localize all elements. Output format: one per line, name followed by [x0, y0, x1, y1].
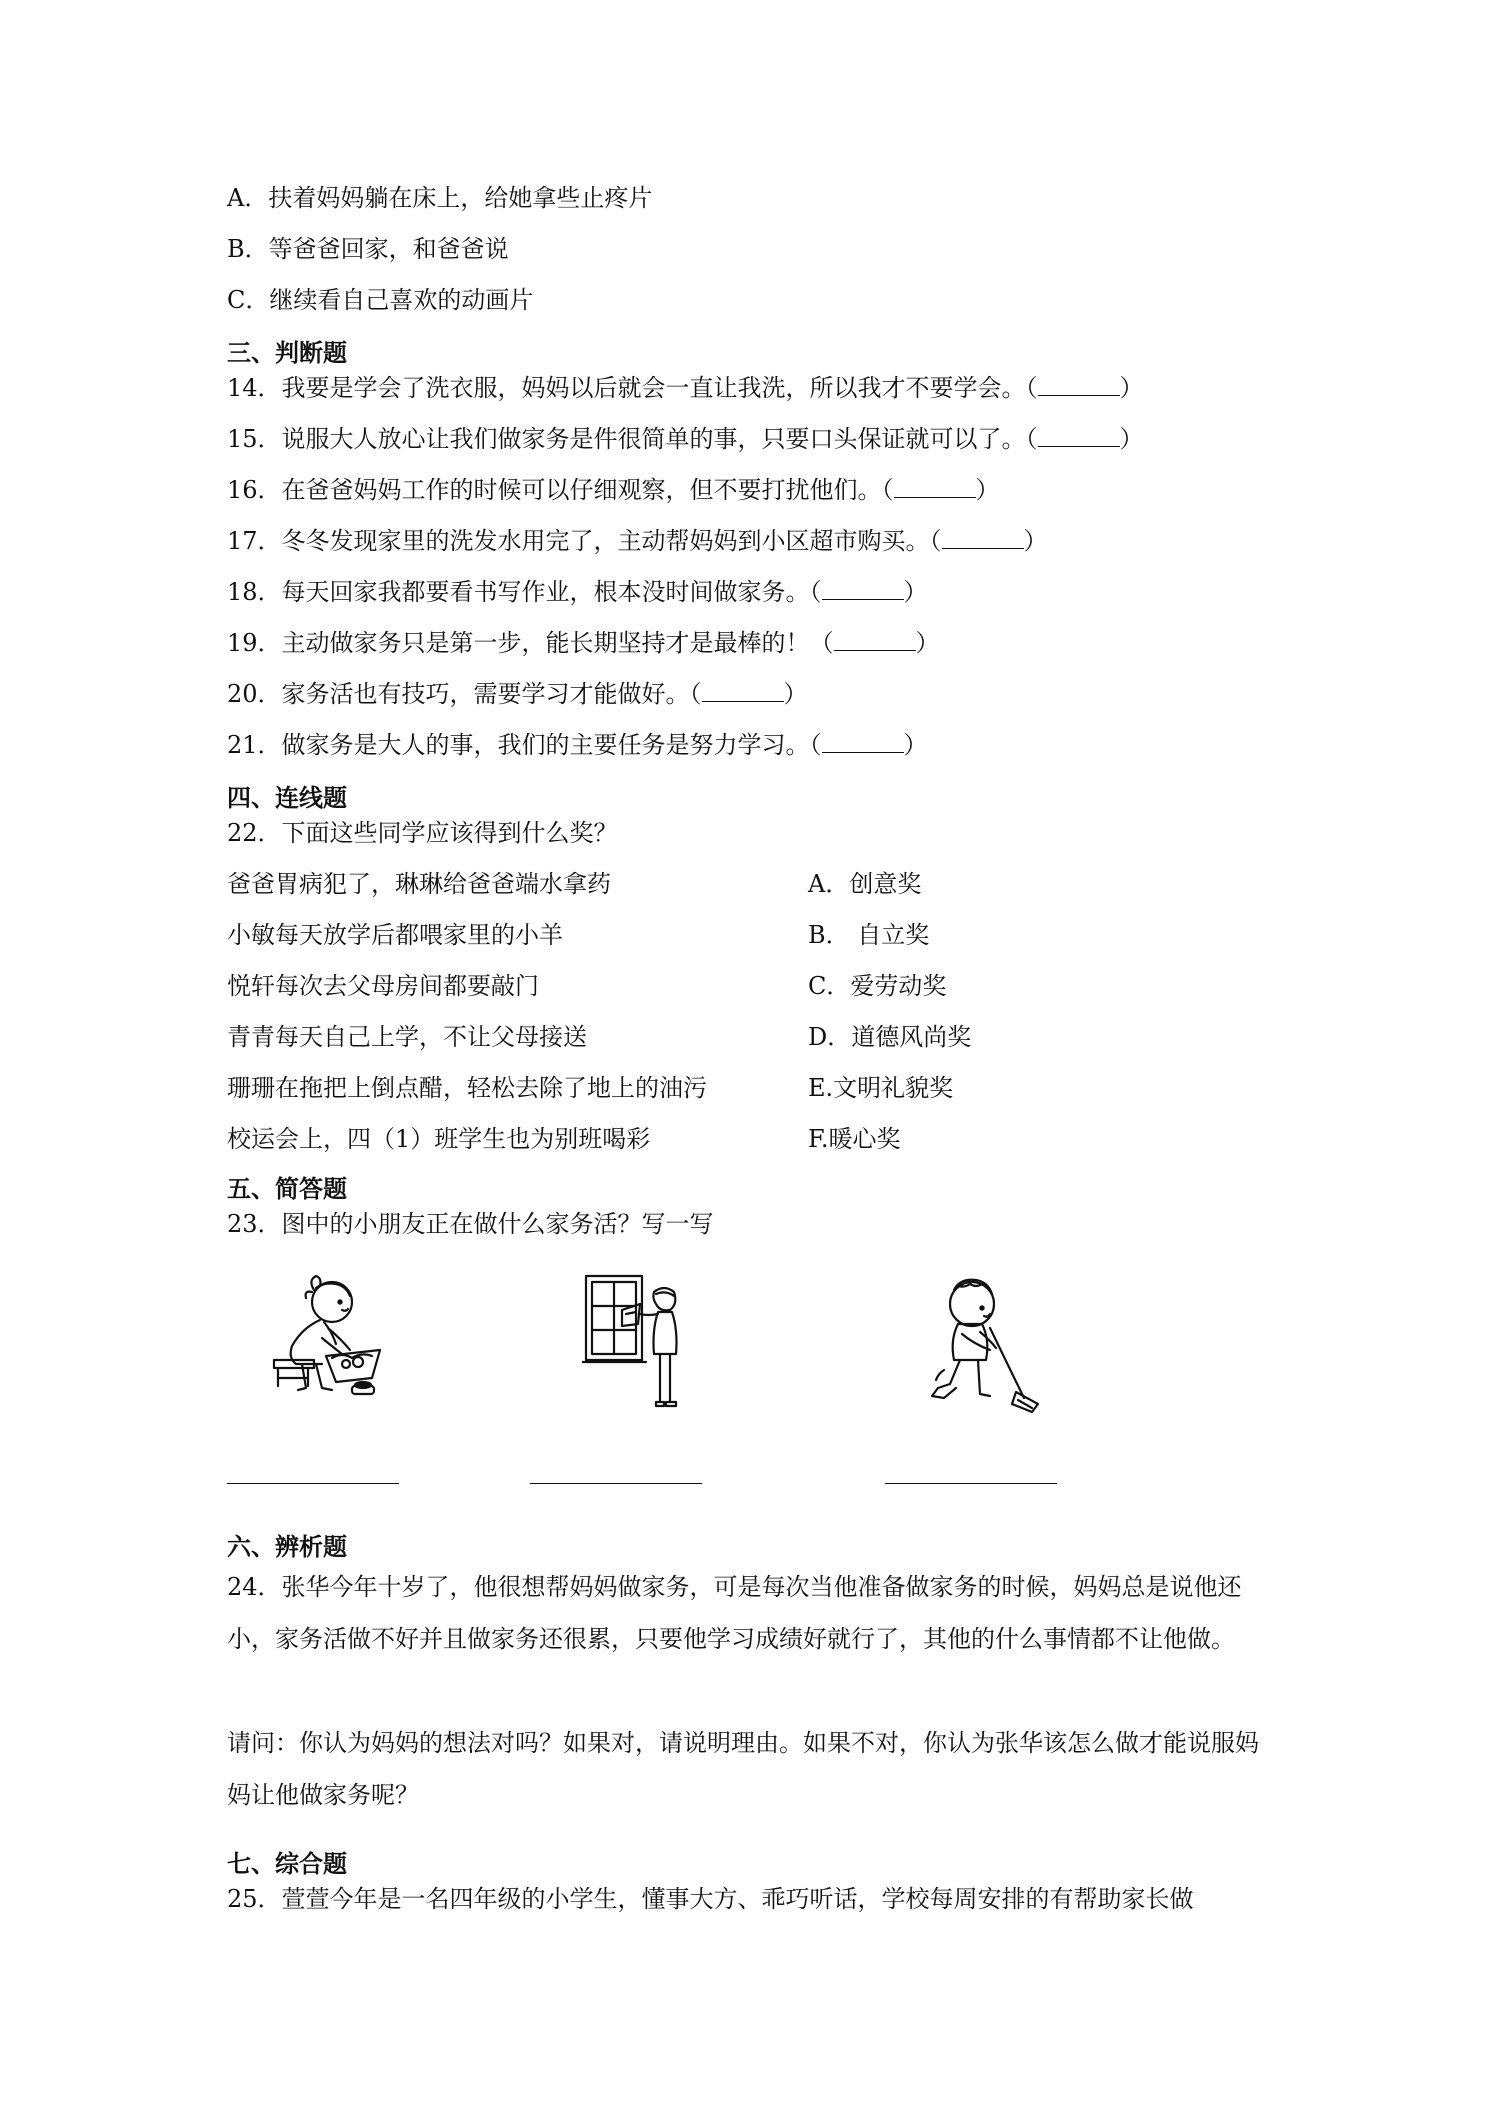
judgement-close: ） [903, 731, 928, 759]
judgement-item [227, 475, 1000, 505]
match-left-item[interactable]: 悦轩每次去父母房间都要敲门 [227, 972, 539, 1000]
judgement-item [227, 424, 1144, 454]
match-left-item[interactable]: 珊珊在拖把上倒点醋，轻松去除了地上的油污 [227, 1074, 707, 1102]
judgement-close: ） [975, 476, 1000, 504]
judgement-text: 20．家务活也有技巧，需要学习才能做好。（ [227, 680, 702, 708]
match-left-item[interactable]: 爸爸胃病犯了，琳琳给爸爸端水拿药 [227, 870, 611, 898]
judgement-text: 16．在爸爸妈妈工作的时候可以仔细观察，但不要打扰他们。（ [227, 476, 894, 504]
answer-line-3[interactable] [885, 1483, 1057, 1484]
match-right-item[interactable]: F.暖心奖 [808, 1125, 901, 1153]
answer-line-1[interactable] [227, 1483, 399, 1484]
girl-washing-clothes-illustration [262, 1268, 392, 1408]
judgement-text: 21．做家务是大人的事，我们的主要任务是努力学习。（ [227, 731, 822, 759]
answer-blank[interactable] [894, 475, 976, 498]
comprehensive-question: 25．萱萱今年是一名四年级的小学生，懂事大方、乖巧听话，学校每周安排的有帮助家长做 [227, 1885, 1194, 1913]
section-heading-comprehensive: 七、综合题 [227, 1850, 347, 1878]
boy-sweeping-illustration [920, 1270, 1050, 1420]
judgement-close: ） [915, 629, 940, 657]
answer-blank[interactable] [942, 526, 1024, 549]
option-b: B．等爸爸回家，和爸爸说 [227, 235, 509, 263]
judgement-item [227, 526, 1048, 556]
section-heading-analysis: 六、辨析题 [227, 1533, 347, 1561]
judgement-text: 18．每天回家我都要看书写作业，根本没时间做家务。（ [227, 578, 822, 606]
judgement-close: ） [1023, 527, 1048, 555]
option-a: A．扶着妈妈躺在床上，给她拿些止疼片 [227, 184, 653, 212]
match-right-item[interactable]: E.文明礼貌奖 [808, 1074, 954, 1102]
match-right-item[interactable]: B． 自立奖 [808, 921, 930, 949]
answer-blank[interactable] [1038, 373, 1120, 396]
answer-blank[interactable] [822, 577, 904, 600]
judgement-text: 15．说服大人放心让我们做家务是件很简单的事，只要口头保证就可以了。（ [227, 425, 1038, 453]
short-answer-question: 23．图中的小朋友正在做什么家务活？写一写 [227, 1210, 714, 1238]
answer-blank[interactable] [822, 730, 904, 753]
section-heading-judgement: 三、判断题 [227, 339, 347, 367]
section-heading-short-answer: 五、简答题 [227, 1175, 347, 1203]
match-right-item[interactable]: A．创意奖 [808, 870, 922, 898]
judgement-close: ） [903, 578, 928, 606]
child-cleaning-window-illustration [582, 1270, 692, 1420]
judgement-close: ） [1119, 374, 1144, 402]
analysis-prompt: 请问：你认为妈妈的想法对吗？如果对，请说明理由。如果不对，你认为张华该怎么做才能说服妈妈让他做家务呢？ [227, 1729, 1259, 1809]
answer-blank[interactable] [834, 628, 916, 651]
match-left-item[interactable]: 小敏每天放学后都喂家里的小羊 [227, 921, 563, 949]
matching-question: 22．下面这些同学应该得到什么奖？ [227, 819, 618, 847]
judgement-item [227, 679, 808, 709]
match-right-item[interactable]: D．道德风尚奖 [808, 1023, 972, 1051]
judgement-item [227, 577, 928, 607]
match-right-item[interactable]: C．爱劳动奖 [808, 972, 947, 1000]
answer-blank[interactable] [702, 679, 784, 702]
match-left-item[interactable]: 青青每天自己上学，不让父母接送 [227, 1023, 587, 1051]
judgement-item [227, 373, 1144, 403]
section-heading-matching: 四、连线题 [227, 784, 347, 812]
match-left-item[interactable]: 校运会上，四（1）班学生也为别班喝彩 [227, 1125, 651, 1153]
judgement-item [227, 628, 940, 658]
answer-line-2[interactable] [530, 1483, 702, 1484]
judgement-close: ） [783, 680, 808, 708]
judgement-text: 19．主动做家务只是第一步，能长期坚持才是最棒的！（ [227, 629, 834, 657]
answer-blank[interactable] [1038, 424, 1120, 447]
judgement-item [227, 730, 928, 760]
judgement-close: ） [1119, 425, 1144, 453]
judgement-text: 14．我要是学会了洗衣服，妈妈以后就会一直让我洗，所以我才不要学会。（ [227, 374, 1038, 402]
option-c: C．继续看自己喜欢的动画片 [227, 286, 534, 314]
judgement-text: 17．冬冬发现家里的洗发水用完了，主动帮妈妈到小区超市购买。（ [227, 527, 942, 555]
analysis-question: 24．张华今年十岁了，他很想帮妈妈做家务，可是每次当他准备做家务的时候，妈妈总是说他还小，家务活做不好并且做家务还很累，只要他学习成绩好就行了，其他的什么事情都不让他做。 [227, 1573, 1242, 1653]
